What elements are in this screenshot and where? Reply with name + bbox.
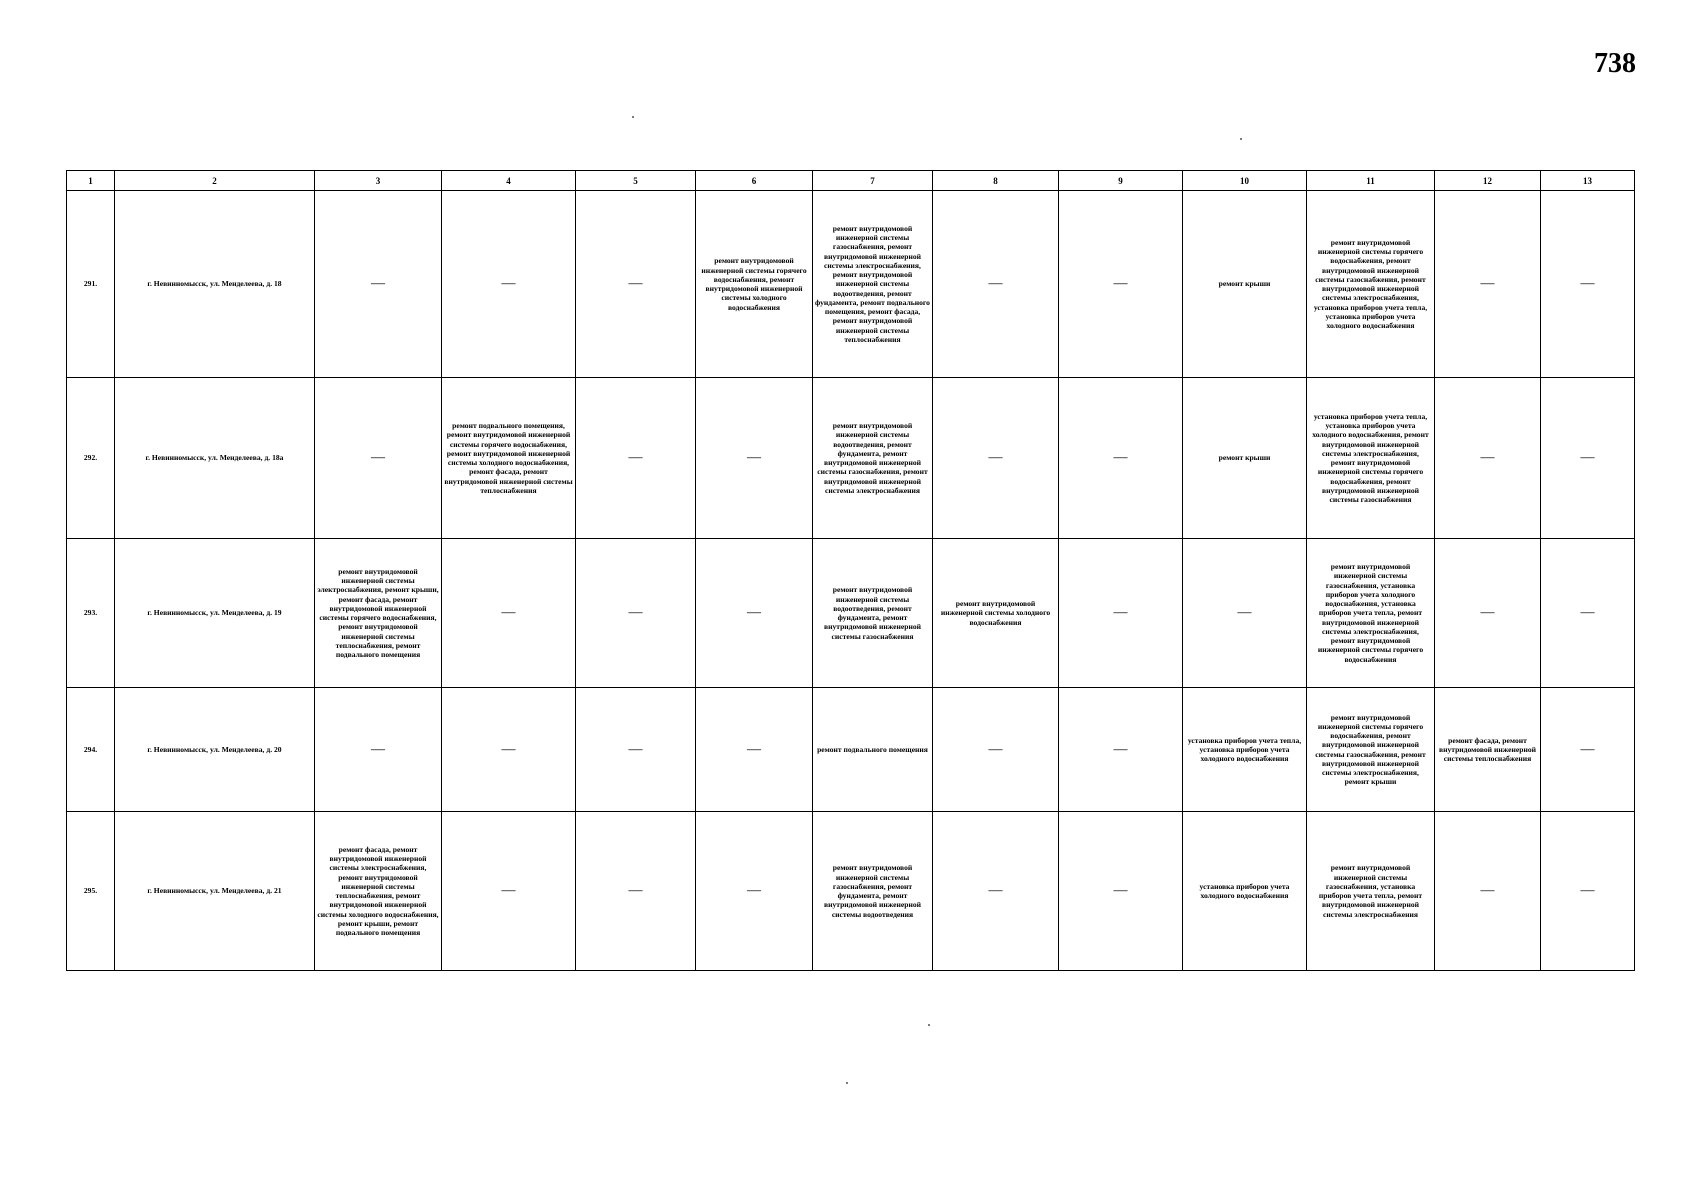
cell-col-5 bbox=[576, 378, 696, 539]
dash: — bbox=[1113, 883, 1128, 899]
cell-col-9 bbox=[1059, 688, 1183, 812]
cell-col-11: установка приборов учета тепла, установка приборов учета холодного водоснабжения, ремонт внутридомовой инженерной системы электроснабжения, ремонт внутридомовой инженерной системы горячего водоснабжения, ремонт внутридомовой инженерной системы газоснабжения bbox=[1307, 378, 1435, 539]
table-row bbox=[67, 539, 1635, 688]
row-number: 293. bbox=[67, 539, 115, 688]
cell-col-6 bbox=[696, 539, 813, 688]
table-row bbox=[67, 191, 1635, 378]
column-header: 13 bbox=[1541, 171, 1635, 191]
cell-col-9 bbox=[1059, 539, 1183, 688]
dash: — bbox=[628, 741, 643, 757]
cell-col-10: установка приборов учета холодного водоснабжения bbox=[1183, 812, 1307, 971]
row-number: 292. bbox=[67, 378, 115, 539]
cell-col-5 bbox=[576, 191, 696, 378]
scan-speck bbox=[632, 116, 634, 118]
cell-col-3: ремонт внутридомовой инженерной системы электроснабжения, ремонт крыши, ремонт фасада, ремонт внутридомовой инженерной системы горячего водоснабжения, ремонт внутридомовой инженерной системы теплоснабжения, ремонт подвального помещения bbox=[315, 539, 442, 688]
table-row bbox=[67, 378, 1635, 539]
row-address: г. Невинномысск, ул. Менделеева, д. 21 bbox=[115, 812, 315, 971]
dash: — bbox=[1580, 741, 1595, 757]
repair-schedule-table bbox=[66, 170, 1635, 971]
dash: — bbox=[747, 605, 761, 621]
table-row bbox=[67, 812, 1635, 971]
cell-col-7: ремонт внутридомовой инженерной системы водоотведения, ремонт фундамента, ремонт внутридомовой инженерной системы газоснабжения, ремонт внутридомовой инженерной системы электроснабжения bbox=[813, 378, 933, 539]
cell-col-9 bbox=[1059, 378, 1183, 539]
cell-col-13 bbox=[1541, 191, 1635, 378]
cell-col-13 bbox=[1541, 812, 1635, 971]
cell-col-11: ремонт внутридомовой инженерной системы горячего водоснабжения, ремонт внутридомовой инженерной системы газоснабжения, ремонт внутридомовой инженерной системы электроснабжения, ремонт крыши bbox=[1307, 688, 1435, 812]
column-header: 3 bbox=[315, 171, 442, 191]
dash: — bbox=[747, 883, 761, 899]
dash: — bbox=[988, 741, 1003, 757]
dash: — bbox=[1113, 741, 1128, 757]
cell-col-6 bbox=[696, 812, 813, 971]
column-number-row bbox=[67, 171, 1635, 191]
cell-col-7: ремонт внутридомовой инженерной системы газоснабжения, ремонт внутридомовой инженерной системы электроснабжения, ремонт внутридомовой инженерной системы водоотведения, ремонт фундамента, ремонт подвального помещения, ремонт фасада, ремонт внутридомовой инженерной системы теплоснабжения bbox=[813, 191, 933, 378]
cell-col-10: ремонт крыши bbox=[1183, 378, 1307, 539]
scan-speck bbox=[846, 1082, 848, 1084]
row-number: 294. bbox=[67, 688, 115, 812]
dash: — bbox=[501, 276, 516, 292]
column-header: 2 bbox=[115, 171, 315, 191]
dash: — bbox=[628, 450, 643, 466]
dash: — bbox=[1113, 450, 1128, 466]
cell-col-4 bbox=[442, 688, 576, 812]
cell-col-12: ремонт фасада, ремонт внутридомовой инженерной системы теплоснабжения bbox=[1435, 688, 1541, 812]
dash: — bbox=[1480, 605, 1495, 621]
row-address: г. Невинномысск, ул. Менделеева, д. 18а bbox=[115, 378, 315, 539]
dash: — bbox=[501, 741, 516, 757]
scan-speck bbox=[1240, 138, 1242, 140]
cell-col-4 bbox=[442, 191, 576, 378]
page-number: 738 bbox=[1594, 48, 1636, 79]
row-number: 295. bbox=[67, 812, 115, 971]
dash: — bbox=[1113, 605, 1128, 621]
dash: — bbox=[1580, 450, 1595, 466]
dash: — bbox=[371, 276, 385, 292]
cell-col-13 bbox=[1541, 688, 1635, 812]
cell-col-8 bbox=[933, 191, 1059, 378]
scan-speck bbox=[928, 1024, 930, 1026]
cell-col-6 bbox=[696, 688, 813, 812]
cell-col-3 bbox=[315, 191, 442, 378]
cell-col-3 bbox=[315, 688, 442, 812]
cell-col-5 bbox=[576, 812, 696, 971]
dash: — bbox=[747, 741, 761, 757]
column-header: 1 bbox=[67, 171, 115, 191]
cell-col-6: ремонт внутридомовой инженерной системы горячего водоснабжения, ремонт внутридомовой инженерной системы холодного водоснабжения bbox=[696, 191, 813, 378]
dash: — bbox=[1480, 276, 1495, 292]
column-header: 10 bbox=[1183, 171, 1307, 191]
cell-col-5 bbox=[576, 688, 696, 812]
cell-col-9 bbox=[1059, 191, 1183, 378]
dash: — bbox=[501, 605, 516, 621]
column-header: 12 bbox=[1435, 171, 1541, 191]
cell-col-13 bbox=[1541, 539, 1635, 688]
cell-col-4 bbox=[442, 539, 576, 688]
column-header: 6 bbox=[696, 171, 813, 191]
cell-col-12 bbox=[1435, 378, 1541, 539]
dash: — bbox=[1480, 450, 1495, 466]
column-header: 8 bbox=[933, 171, 1059, 191]
cell-col-8 bbox=[933, 812, 1059, 971]
row-address: г. Невинномысск, ул. Менделеева, д. 20 bbox=[115, 688, 315, 812]
dash: — bbox=[988, 450, 1003, 466]
column-header: 4 bbox=[442, 171, 576, 191]
dash: — bbox=[1580, 605, 1595, 621]
cell-col-11: ремонт внутридомовой инженерной системы газоснабжения, установка приборов учета холодного водоснабжения, установка приборов учета тепла, ремонт внутридомовой инженерной системы электроснабжения, ремонт внутридомовой инженерной системы горячего водоснабжения bbox=[1307, 539, 1435, 688]
cell-col-10: установка приборов учета тепла, установка приборов учета холодного водоснабжения bbox=[1183, 688, 1307, 812]
cell-col-4: ремонт подвального помещения, ремонт внутридомовой инженерной системы горячего водоснабжения, ремонт внутридомовой инженерной системы холодного водоснабжения, ремонт фасада, ремонт внутридомовой инженерной системы теплоснабжения bbox=[442, 378, 576, 539]
cell-col-4 bbox=[442, 812, 576, 971]
cell-col-6 bbox=[696, 378, 813, 539]
dash: — bbox=[988, 276, 1003, 292]
column-header: 9 bbox=[1059, 171, 1183, 191]
dash: — bbox=[371, 741, 385, 757]
column-header: 5 bbox=[576, 171, 696, 191]
dash: — bbox=[628, 276, 643, 292]
cell-col-3: ремонт фасада, ремонт внутридомовой инженерной системы электроснабжения, ремонт внутридомовой инженерной системы теплоснабжения, ремонт внутридомовой инженерной системы холодного водоснабжения, ремонт крыши, ремонт подвального помещения bbox=[315, 812, 442, 971]
cell-col-7: ремонт внутридомовой инженерной системы газоснабжения, ремонт фундамента, ремонт внутридомовой инженерной системы водоотведения bbox=[813, 812, 933, 971]
cell-col-12 bbox=[1435, 191, 1541, 378]
dash: — bbox=[988, 883, 1003, 899]
cell-col-9 bbox=[1059, 812, 1183, 971]
cell-col-3 bbox=[315, 378, 442, 539]
cell-col-5 bbox=[576, 539, 696, 688]
column-header: 11 bbox=[1307, 171, 1435, 191]
dash: — bbox=[1580, 883, 1595, 899]
cell-col-8 bbox=[933, 378, 1059, 539]
cell-col-11: ремонт внутридомовой инженерной системы газоснабжения, установка приборов учета тепла, ремонт внутридомовой инженерной системы электроснабжения bbox=[1307, 812, 1435, 971]
dash: — bbox=[747, 450, 761, 466]
cell-col-8: ремонт внутридомовой инженерной системы холодного водоснабжения bbox=[933, 539, 1059, 688]
cell-col-7: ремонт внутридомовой инженерной системы водоотведения, ремонт фундамента, ремонт внутридомовой инженерной системы газоснабжения bbox=[813, 539, 933, 688]
cell-col-13 bbox=[1541, 378, 1635, 539]
cell-col-8 bbox=[933, 688, 1059, 812]
cell-col-7: ремонт подвального помещения bbox=[813, 688, 933, 812]
dash: — bbox=[628, 883, 643, 899]
dash: — bbox=[1580, 276, 1595, 292]
cell-col-12 bbox=[1435, 812, 1541, 971]
cell-col-11: ремонт внутридомовой инженерной системы горячего водоснабжения, ремонт внутридомовой инженерной системы газоснабжения, ремонт внутридомовой инженерной системы электроснабжения, установка приборов учета тепла, установка приборов учета холодного водоснабжения bbox=[1307, 191, 1435, 378]
row-address: г. Невинномысск, ул. Менделеева, д. 18 bbox=[115, 191, 315, 378]
row-number: 291. bbox=[67, 191, 115, 378]
dash: — bbox=[1113, 276, 1128, 292]
column-header: 7 bbox=[813, 171, 933, 191]
dash: — bbox=[628, 605, 643, 621]
cell-col-10 bbox=[1183, 539, 1307, 688]
dash: — bbox=[371, 450, 385, 466]
table-row bbox=[67, 688, 1635, 812]
row-address: г. Невинномысск, ул. Менделеева, д. 19 bbox=[115, 539, 315, 688]
cell-col-10: ремонт крыши bbox=[1183, 191, 1307, 378]
dash: — bbox=[501, 883, 516, 899]
dash: — bbox=[1480, 883, 1495, 899]
dash: — bbox=[1237, 605, 1252, 621]
cell-col-12 bbox=[1435, 539, 1541, 688]
